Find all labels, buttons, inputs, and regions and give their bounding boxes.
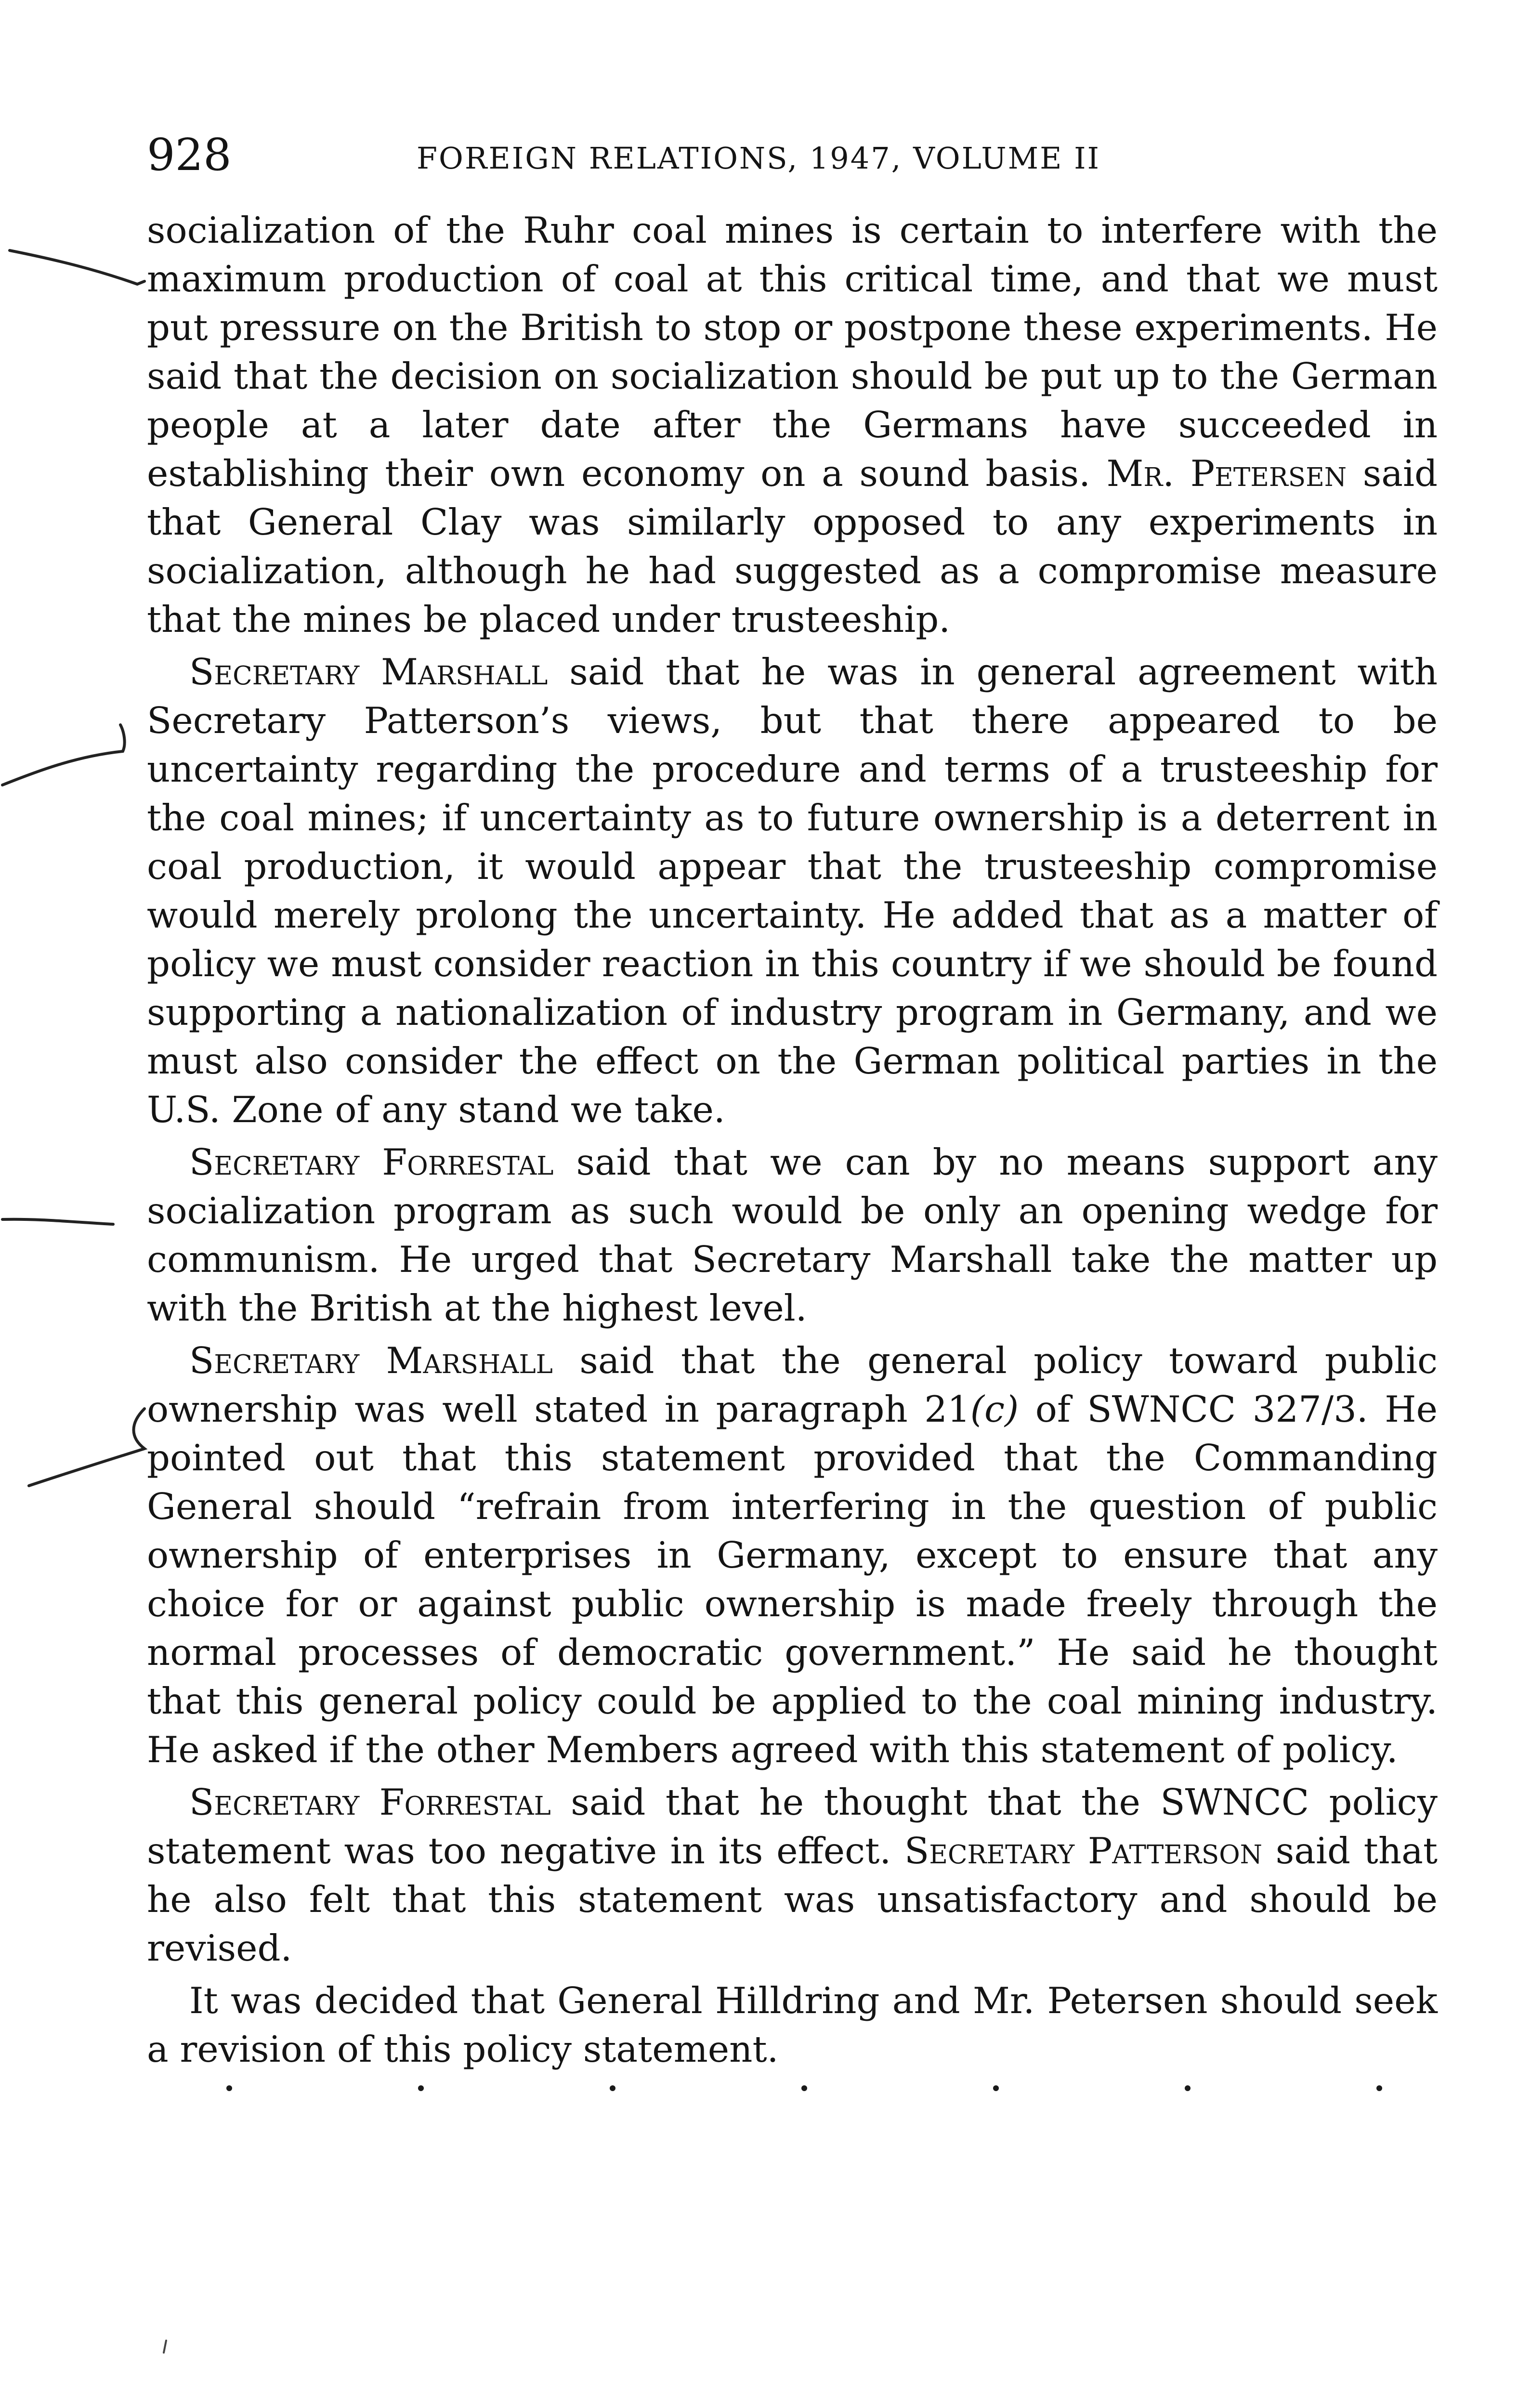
ellipsis-dot <box>993 2085 999 2091</box>
paragraph-marshall-policy: Secretary Marshall said that the general policy toward public ownership was well stated in paragraph 21(c) of SWNCC 327/3. He pointed out that this statement provided that the Commanding General should “refrain from interfering in the question of public ownership of enterprises in Germany, except to ensure that any choice for or against public ownership is made freely through the normal processes of democratic government.” He said he thought that this general policy could be applied to the coal mining industry. He asked if the other Members agreed with this statement of policy. <box>147 1339 1438 1771</box>
page-header <box>147 126 1438 184</box>
margin-mark-3 <box>2 1219 113 1224</box>
ellipsis-dot <box>226 2085 232 2091</box>
speaker-name: Secretary Marshall <box>189 651 548 693</box>
ellipsis-dot <box>610 2085 615 2091</box>
paragraph-decision: It was decided that General Hilldring and Mr. Petersen should seek a revision of this policy statement. <box>147 1979 1438 2070</box>
paragraph-continuation: socialization of the Ruhr coal mines is certain to interfere with the maximum production of coal at this critical time, and that we must put pressure on the British to stop or postpone these experiments. He said that the decision on socialization should be put up to the German people at a later date after the Germans have succeeded in establishing their own economy on a sound basis. Mr. Petersen said that General Clay was similarly opposed to any experiments in socialization, although he had suggested as a compromise measure that the mines be placed under trusteeship. <box>147 209 1438 641</box>
paragraph-forrestal-patterson: Secretary Forrestal said that he thought that the SWNCC policy statement was too negative in its effect. Secretary Patterson said that he also felt that this statement was unsatisfactory and should be revised. <box>147 1781 1438 1969</box>
speaker-name: Secretary Forrestal <box>189 1141 554 1183</box>
paragraph-reference: (c) <box>970 1388 1019 1430</box>
paragraph-forrestal-socialization: Secretary Forrestal said that we can by no means support any socialization program as such would be only an opening wedge for communism. He urged that Secretary Marshall take the matter up with the British at the highest level. <box>147 1141 1438 1329</box>
margin-mark-2 <box>2 725 125 785</box>
document-body <box>147 206 1438 2078</box>
ellipsis-dot <box>1185 2085 1191 2091</box>
margin-mark-4 <box>29 1409 144 1486</box>
margin-mark-1 <box>10 250 144 284</box>
speaker-name: Secretary Patterson <box>904 1830 1263 1872</box>
page-number: 928 <box>147 129 232 181</box>
ellipsis-dot <box>801 2085 807 2091</box>
running-head: FOREIGN RELATIONS, 1947, VOLUME II <box>417 141 1101 176</box>
speaker-name: Secretary Forrestal <box>189 1781 551 1823</box>
ellipsis-dots <box>226 2085 1382 2091</box>
speaker-name: Mr. Petersen <box>1106 452 1347 495</box>
speaker-name: Secretary Marshall <box>189 1339 553 1382</box>
margin-mark-5 <box>164 2341 166 2353</box>
ellipsis-dot <box>1376 2085 1382 2091</box>
paragraph-marshall-trusteeship: Secretary Marshall said that he was in general agreement with Secretary Patterson’s views, but that there appeared to be uncertainty regarding the procedure and terms of a trusteeship for the coal mines; if uncertainty as to future ownership is a deterrent in coal production, it would appear that the trusteeship compromise would merely prolong the uncertainty. He added that as a matter of policy we must consider reaction in this country if we should be found supporting a nationalization of industry program in Germany, and we must also consider the effect on the German political parties in the U.S. Zone of any stand we take. <box>147 651 1438 1131</box>
ellipsis-dot <box>418 2085 424 2091</box>
